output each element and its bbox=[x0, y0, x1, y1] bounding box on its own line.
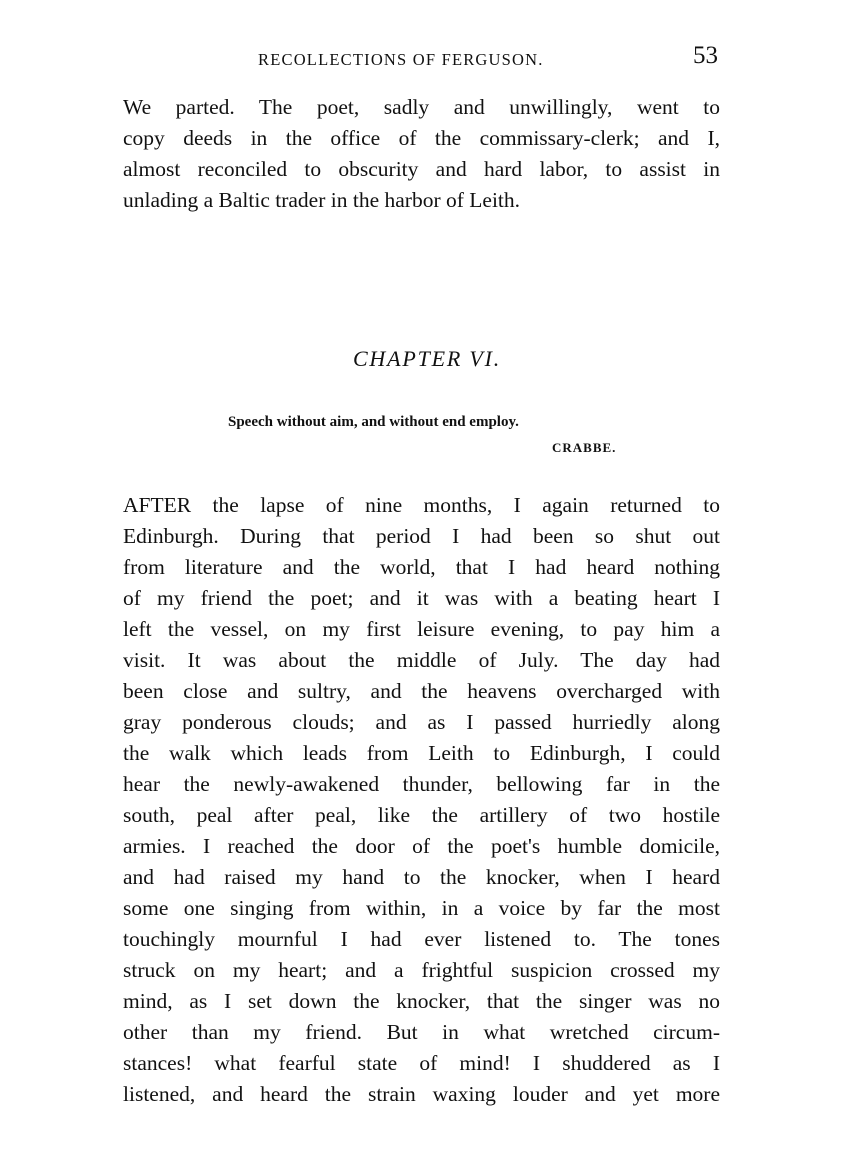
running-head bbox=[0, 42, 850, 72]
text-line: of my friend the poet; and it was with a beating heart I bbox=[123, 586, 720, 610]
text-line: We parted. The poet, sadly and unwillingly, went to bbox=[123, 95, 720, 119]
text-line: mind, as I set down the knocker, that the singer was no bbox=[123, 989, 720, 1013]
epigraph-quote: Speech without aim, and without end employ. bbox=[228, 414, 519, 430]
text-line: unlading a Baltic trader in the harbor of Leith. bbox=[123, 188, 521, 212]
text-line: left the vessel, on my first leisure evening, to pay him a bbox=[123, 617, 720, 641]
running-title: RECOLLECTIONS OF FERGUSON. bbox=[258, 50, 544, 69]
text-line: and had raised my hand to the knocker, when I heard bbox=[123, 865, 720, 889]
page-number: 53 bbox=[693, 42, 718, 69]
text-line: some one singing from within, in a voice by far the most bbox=[123, 896, 720, 920]
text-line: from literature and the world, that I had heard nothing bbox=[123, 555, 720, 579]
text-line: almost reconciled to obscurity and hard labor, to assist in bbox=[123, 157, 720, 181]
text-line: struck on my heart; and a frightful suspicion crossed my bbox=[123, 958, 720, 982]
text-line: copy deeds in the office of the commissary-clerk; and I, bbox=[123, 126, 720, 150]
text-line: gray ponderous clouds; and as I passed hurriedly along bbox=[123, 710, 720, 734]
text-line: touchingly mournful I had ever listened to. The tones bbox=[123, 927, 720, 951]
text-line: hear the newly-awakened thunder, bellowing far in the bbox=[123, 772, 720, 796]
chapter-body bbox=[123, 490, 720, 1110]
text-line: listened, and heard the strain waxing louder and yet more bbox=[123, 1082, 720, 1106]
text-line: stances! what fearful state of mind! I shuddered as I bbox=[123, 1051, 720, 1075]
chapter-heading: CHAPTER VI. bbox=[352, 346, 502, 371]
epigraph-author: CRABBE. bbox=[552, 440, 617, 455]
text-line: armies. I reached the door of the poet's humble domicile, bbox=[123, 834, 720, 858]
text-line: the walk which leads from Leith to Edinburgh, I could bbox=[123, 741, 720, 765]
text-line: been close and sultry, and the heavens overcharged with bbox=[123, 679, 720, 703]
text-line: visit. It was about the middle of July. The day had bbox=[123, 648, 720, 672]
text-line: Edinburgh. During that period I had been so shut out bbox=[123, 524, 720, 548]
text-line: AFTER the lapse of nine months, I again returned to bbox=[123, 493, 720, 517]
text-line: south, peal after peal, like the artillery of two hostile bbox=[123, 803, 720, 827]
closing-paragraph bbox=[123, 92, 720, 216]
text-line: other than my friend. But in what wretched circum- bbox=[123, 1020, 720, 1044]
